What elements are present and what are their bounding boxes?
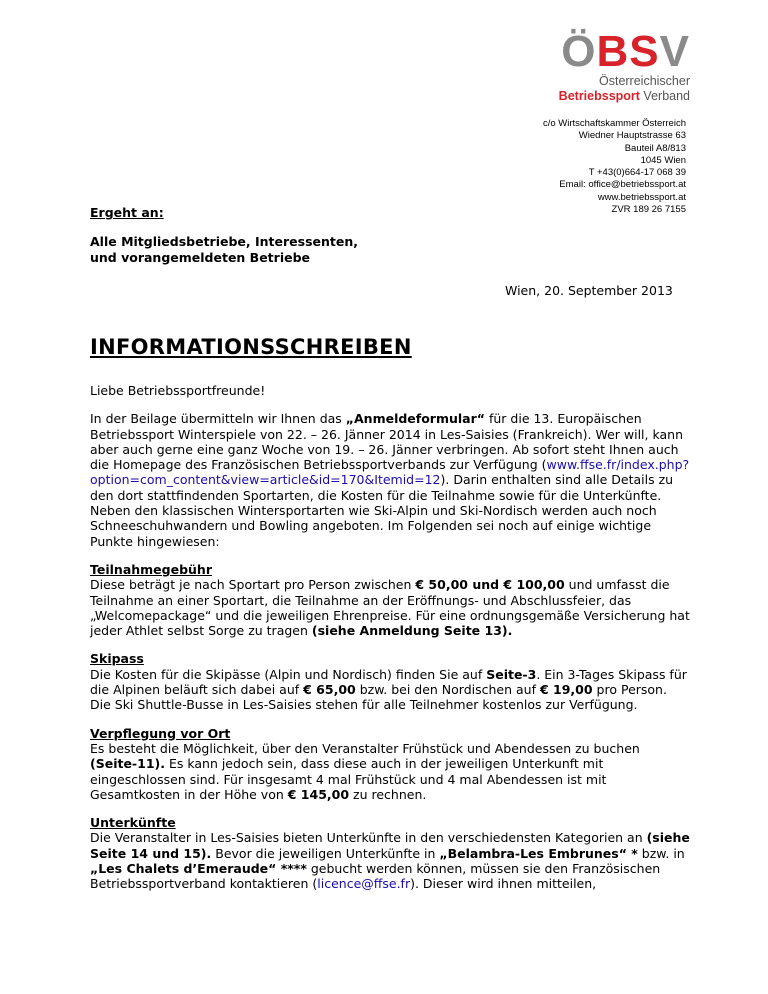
document-title: INFORMATIONSSCHREIBEN (90, 335, 412, 359)
section-verpflegung: Verpflegung vor Ort Es besteht die Möglichkeit, über den Veranstalter Frühstück und Abendessen zu buchen (Seite-11). Es kann jedoch sein, dass diese auch in der jeweiligen Unterkunft mit eingeschlossen sind. Für insgesamt 4 mal Frühstück und 4 mal Abendessen ist mit Gesamtkosten in der Höhe von € 145,00 zu rechnen. (90, 725, 640, 802)
section-heading: Skipass (90, 651, 144, 667)
section-unterkuenfte: Unterkünfte Die Veranstalter in Les-Saisies bieten Unterkünfte in den verschiedensten Kategorien an (siehe Seite 14 und 15). Bevor die jeweiligen Unterkünfte in „Belambra-Les Embrunes“ * bzw. in „Les Chalets d’Emeraude“ **** gebucht werden können, müssen sie den Französischen Betriebssportverband kontaktieren (licence@ffse.fr). Dieser wird ihnen mitteilen, (90, 815, 690, 892)
addressee-block (90, 205, 358, 266)
sender-address (543, 118, 686, 216)
addressee-label: Ergeht an: (90, 205, 164, 220)
addressee-line: Alle Mitgliedsbetriebe, Interessenten, (90, 234, 359, 249)
address-line: Bauteil A8/813 (624, 142, 686, 154)
section-heading: Teilnahmegebühr (90, 561, 212, 577)
address-line: Wiedner Hauptstrasse 63 (578, 130, 686, 142)
section-skipass: Skipass Die Kosten für die Skipässe (Alpin und Nordisch) finden Sie auf Seite-3. Ein 3-Tages Skipass für die Alpinen beläuft sich dabei auf € 65,00 bzw. bei den Nordischen auf € 19,00 pro Person. Die Ski Shuttle-Busse in Les-Saisies stehen für alle Teilnehmer kostenlos zur Verfügung. (90, 651, 687, 713)
address-line: www.betriebssport.at (597, 191, 686, 203)
addressee-line: und vorangemeldeten Betriebe (90, 250, 311, 265)
section-heading: Verpflegung vor Ort (90, 725, 231, 741)
letter-body (90, 383, 690, 905)
letter-date: Wien, 20. September 2013 (505, 283, 673, 298)
address-line: T +43(0)664-17 068 39 (588, 167, 686, 179)
greeting: Liebe Betriebssportfreunde! (90, 383, 266, 398)
logo-mark: ÖBSV (561, 27, 690, 76)
address-line: c/o Wirtschaftskammer Österreich (542, 118, 686, 129)
ffse-link[interactable]: www.ffse.fr/index.php?option=com_content&view=article&id=170&Itemid=12 (90, 457, 690, 488)
address-line: Email: office@betriebssport.at (559, 179, 686, 191)
address-line: 1045 Wien (640, 154, 686, 166)
section-teilnahmegebuehr: Teilnahmegebühr Diese beträgt je nach Sportart pro Person zwischen € 50,00 und € 100,00 und umfasst die Teilnahme an einer Sportart, die Teilnahme an der Eröffnungs- und Abschlussfeier, das „Welcomepackage“ und die jeweiligen Ehrenpreise. Für eine ordnungsgemäße Versicherung hat jeder Athlet selbst Sorge zu tragen (siehe Anmeldung Seite 13). (90, 561, 690, 639)
email-link[interactable]: licence@ffse.fr (317, 876, 411, 892)
address-line: ZVR 189 26 7155 (611, 204, 686, 216)
oebsv-logo (540, 27, 690, 104)
section-heading: Unterkünfte (90, 815, 176, 831)
logo-subtitle: Österreichischer Betriebssport Verband (558, 74, 690, 103)
intro-paragraph: In der Beilage übermitteln wir Ihnen das „Anmeldeformular“ für die 13. Europäischen Betriebssport Winterspiele von 22. – 26. Jänner 2014 in Les-Saisies (Frankreich). Wer will, kann aber auch gerne eine ganz Woche von 19. – 26. Jänner verbringen. Ab sofort steht Ihnen auch die Homepage des Französischen Betriebssportverbands zur Verfügung (www.ffse.fr/index.php?option=com_content&view=article&id=170&Itemid=12). Darin enthalten sind alle Details zu den dort stattfindenden Sportarten, die Kosten für die Teilnahme sowie für die Unterkünfte. Neben den klassischen Wintersportarten wie Ski-Alpin und Ski-Nordisch werden auch noch Schneeschuhwandern und Bowling angeboten. Im Folgenden sei noch auf einige wichtige Punkte hingewiesen: (90, 411, 690, 549)
